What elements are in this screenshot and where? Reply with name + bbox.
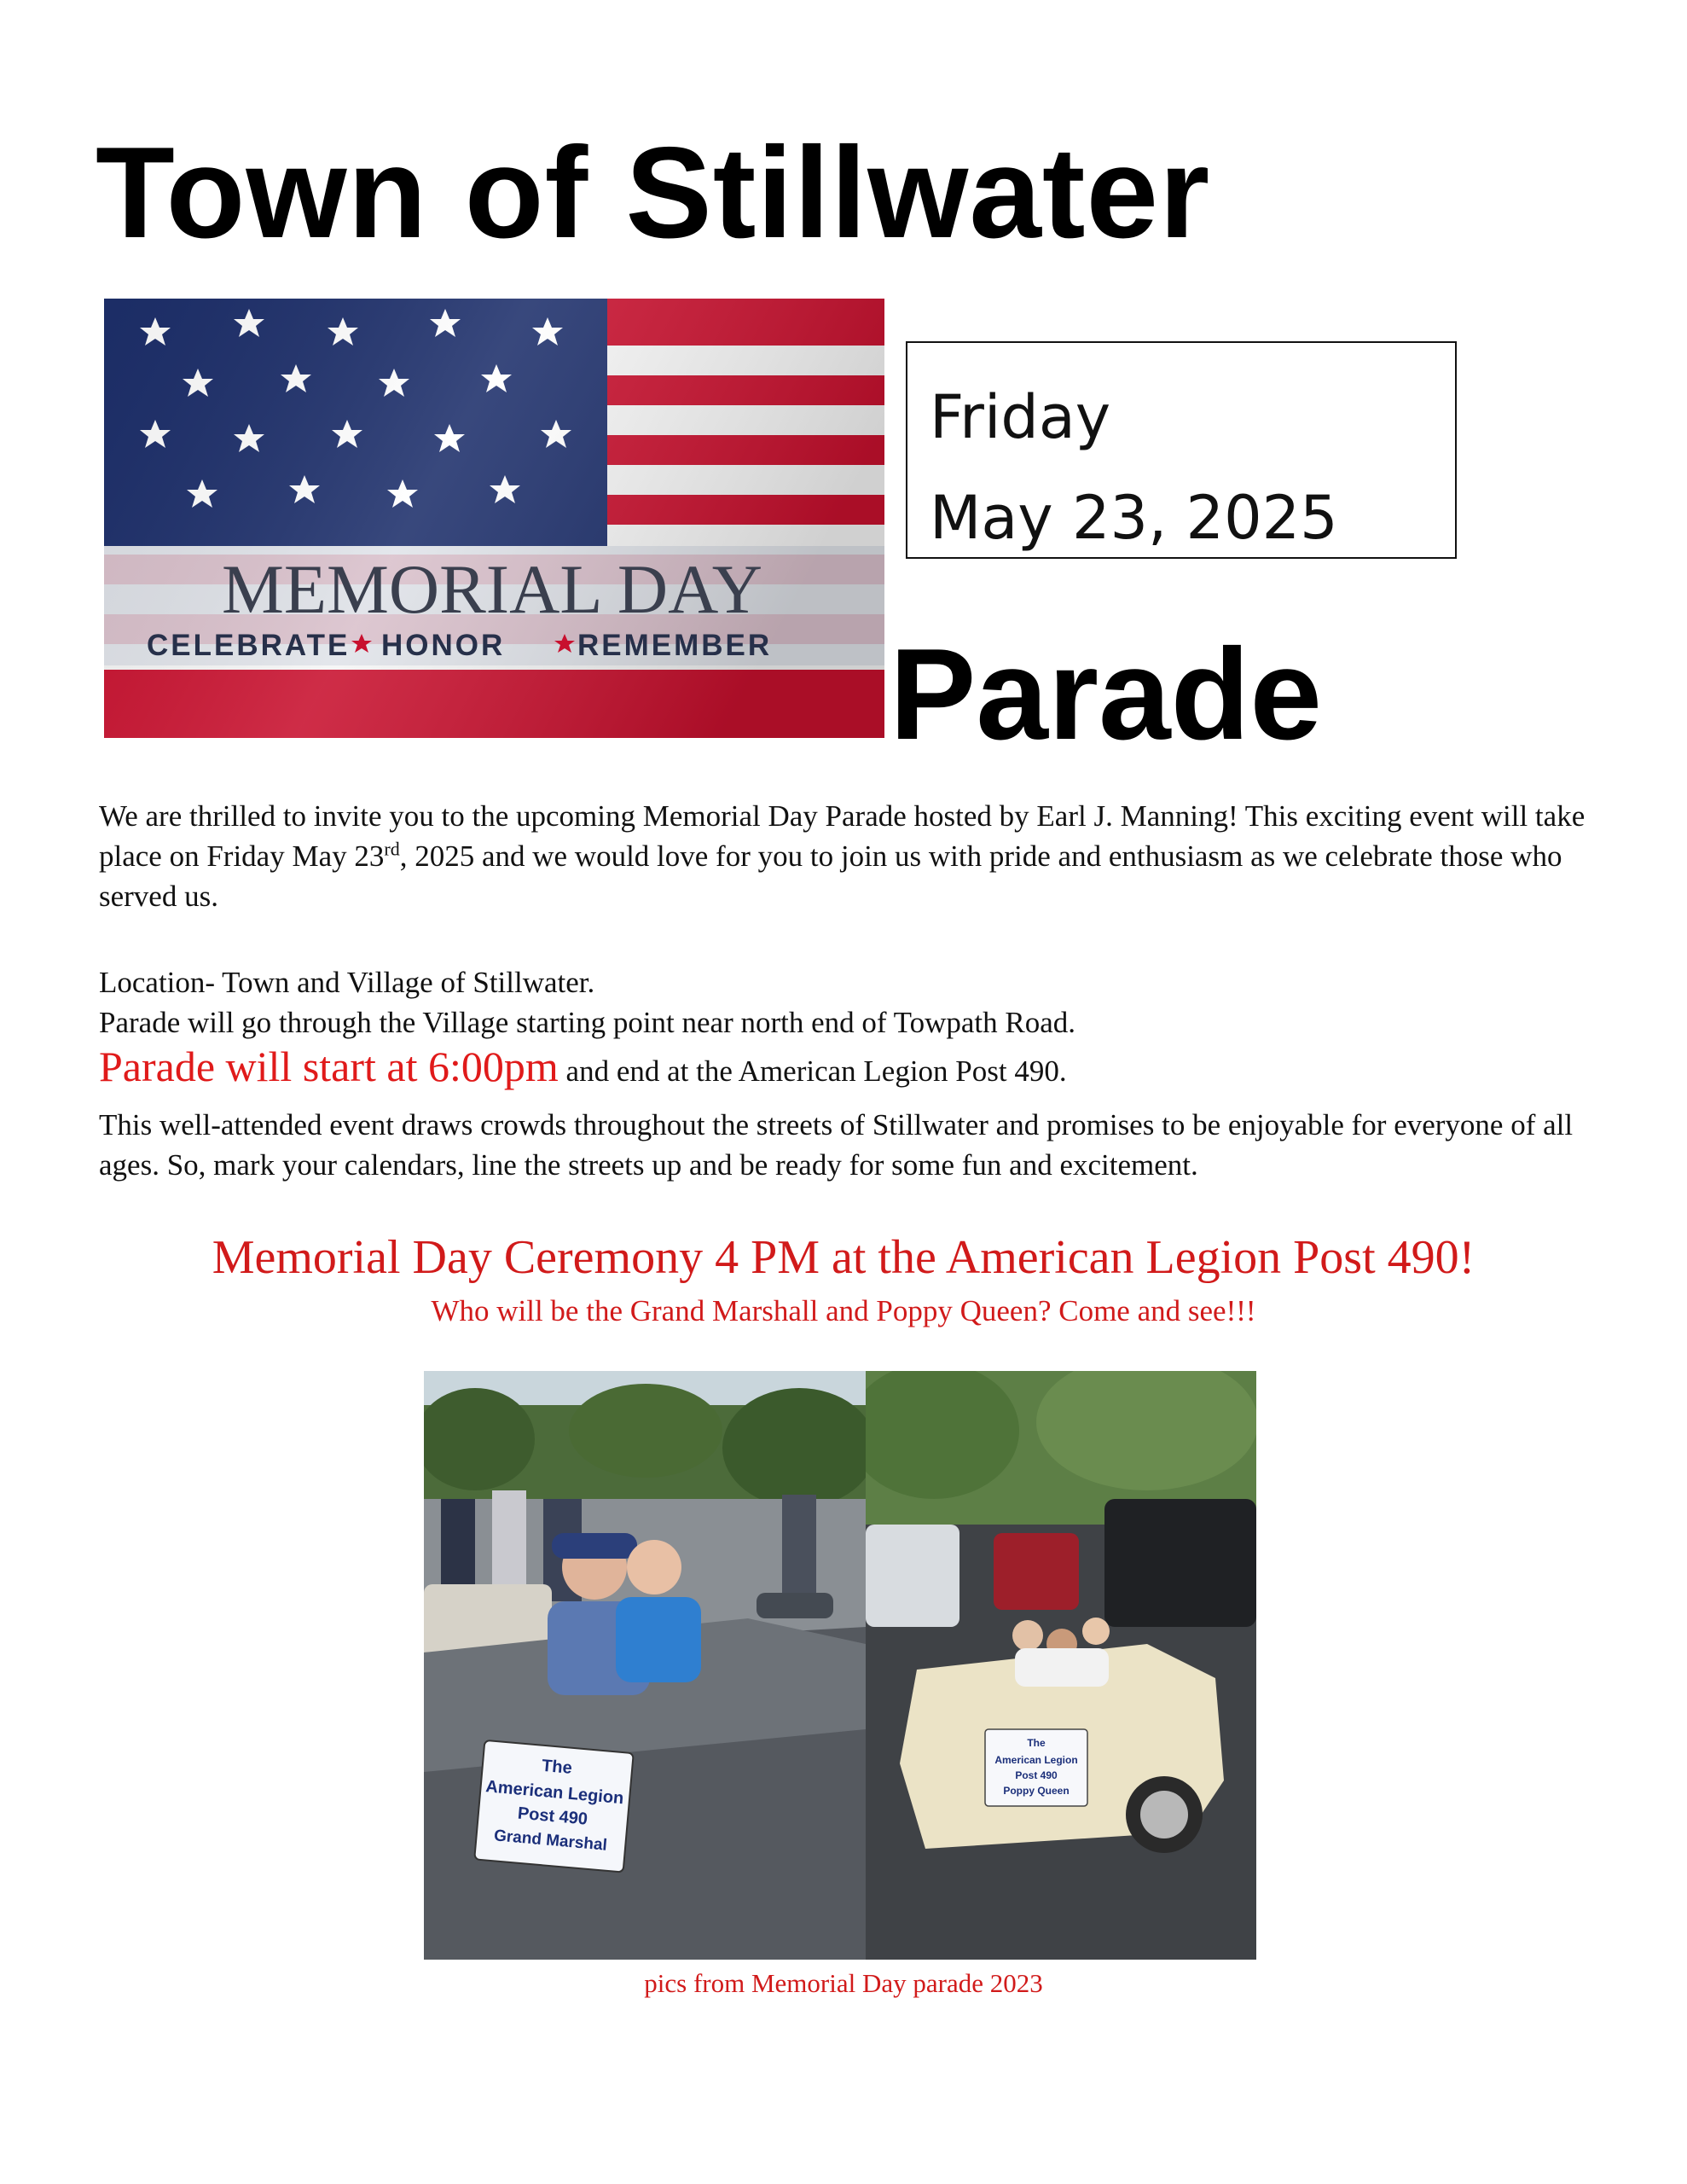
poppy-queen-car-photo	[866, 1371, 1256, 1960]
intro-ordinal: rd	[384, 838, 400, 860]
banner-tagline-1: CELEBRATE	[147, 629, 351, 662]
right-sign-line-1: The	[1027, 1737, 1046, 1749]
start-end-text: and end at the American Legion Post 490.	[558, 1054, 1067, 1088]
right-sign-line-2: American Legion	[994, 1754, 1078, 1766]
crowd-paragraph: This well-attended event draws crowds throughout the streets of Stillwater and promises to be enjoyable for everyone of all ages. So, mark your calendars, line the streets up and be ready for some fun and excitement.	[99, 1108, 1574, 1182]
left-sign-line-2: American Legion	[484, 1777, 625, 1809]
date-box	[906, 341, 1457, 559]
grand-marshal-car-photo	[424, 1371, 866, 1960]
page-title: Town of Stillwater	[96, 120, 1211, 265]
ceremony-heading: Memorial Day Ceremony 4 PM at the American Legion Post 490!	[212, 1231, 1475, 1284]
event-date: May 23, 2025	[930, 483, 1338, 553]
right-sign-line-4: Poppy Queen	[1003, 1785, 1070, 1797]
start-time-highlight: Parade will start at 6:00pm	[99, 1043, 559, 1090]
intro-text-2: , 2025 and we would love for you to join us with pride and enthusiasm as we celebrate those who served us.	[99, 839, 1562, 913]
parade-heading: Parade	[890, 622, 1322, 767]
intro-paragraph	[99, 796, 1591, 916]
grand-marshall-line: Who will be the Grand Marshall and Poppy Queen? Come and see!!!	[431, 1294, 1256, 1327]
start-line	[99, 1043, 1591, 1091]
banner-tagline-2: HONOR	[381, 629, 506, 662]
left-sign-line-1: The	[541, 1756, 573, 1778]
event-day: Friday	[930, 382, 1111, 452]
memorial-day-banner-image	[104, 299, 884, 738]
banner-headline: MEMORIAL DAY	[221, 550, 763, 628]
photo-caption: pics from Memorial Day parade 2023	[644, 1968, 1043, 1998]
left-sign-line-4: Grand Marshal	[493, 1827, 608, 1855]
intro-text-1: We are thrilled to invite you to the upcoming Memorial Day Parade hosted by Earl J. Manning! This exciting event will take place on Friday May 23	[99, 799, 1586, 873]
banner-tagline-3: REMEMBER	[577, 629, 773, 662]
right-sign-line-3: Post 490	[1015, 1769, 1058, 1781]
left-sign-line-3: Post 490	[517, 1804, 588, 1829]
route-line: Parade will go through the Village starting point near north end of Towpath Road.	[99, 1006, 1076, 1039]
location-line: Location- Town and Village of Stillwater.	[99, 966, 595, 999]
